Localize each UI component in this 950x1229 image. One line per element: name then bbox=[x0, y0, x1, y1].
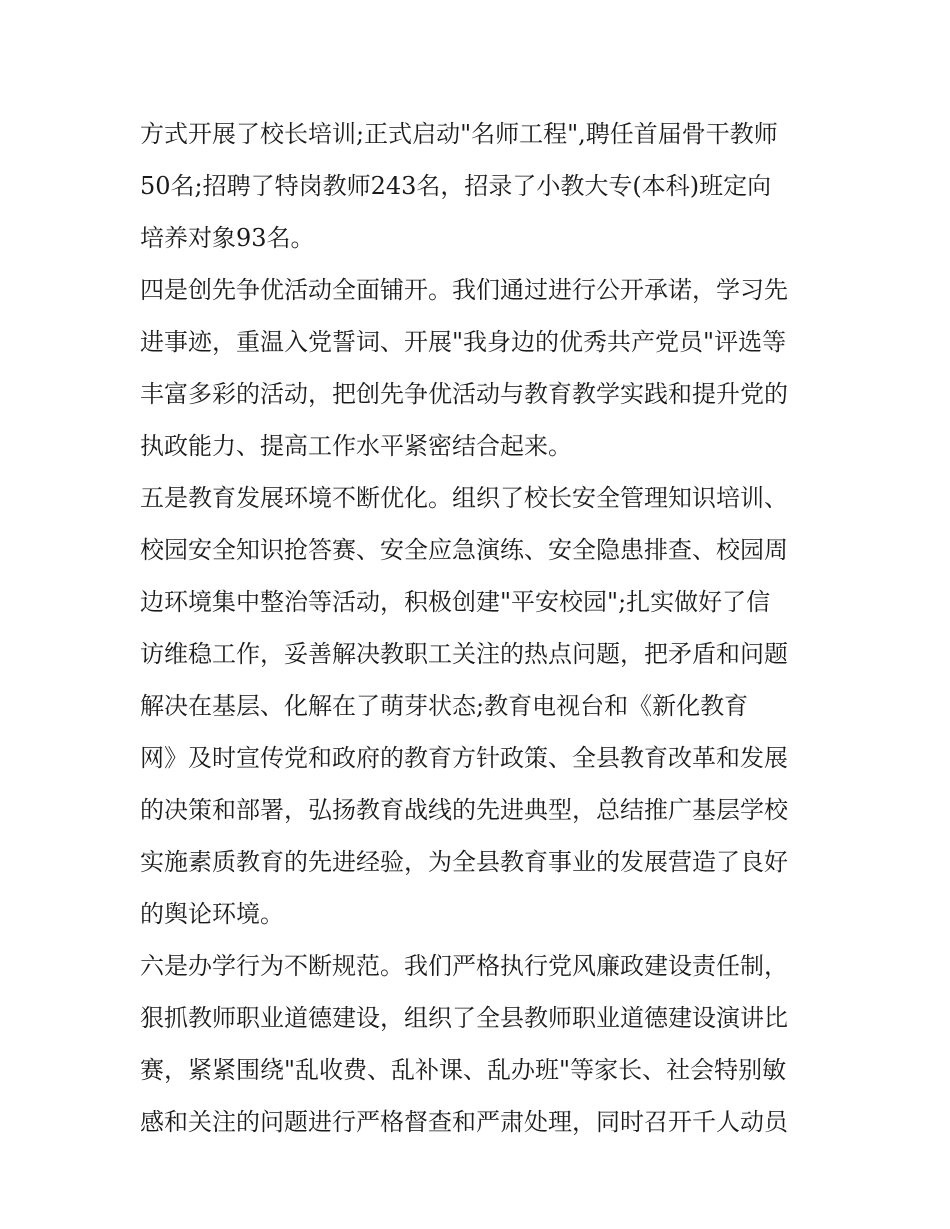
text-line: 赛，紧紧围绕"乱收费、乱补课、乱办班"等家长、社会特别敏 bbox=[140, 1056, 787, 1084]
text-line: 丰富多彩的活动，把创先争优活动与教育教学实践和提升党的 bbox=[140, 380, 788, 408]
text-line: 狠抓教师职业道德建设，组织了全县教师职业道德建设演讲比 bbox=[140, 1004, 788, 1032]
text-line: 四是创先争优活动全面铺开。我们通过进行公开承诺，学习先 bbox=[140, 276, 788, 304]
text-line: 实施素质教育的先进经验，为全县教育事业的发展营造了良好 bbox=[140, 848, 788, 876]
text-line: 的舆论环境。 bbox=[140, 900, 284, 928]
text-line: 50名;招聘了特岗教师243名，招录了小教大专(本科)班定向 bbox=[140, 172, 772, 200]
text-line: 校园安全知识抢答赛、安全应急演练、安全隐患排查、校园周 bbox=[140, 536, 788, 564]
text-line: 网》及时宣传党和政府的教育方针政策、全县教育改革和发展 bbox=[140, 744, 788, 772]
text-line: 进事迹，重温入党誓词、开展"我身边的优秀共产党员"评选等 bbox=[140, 328, 787, 356]
text-line: 五是教育发展环境不断优化。组织了校长安全管理知识培训、 bbox=[140, 484, 788, 512]
text-line: 执政能力、提高工作水平紧密结合起来。 bbox=[140, 432, 572, 460]
text-line: 方式开展了校长培训;正式启动"名师工程",聘任首届骨干教师 bbox=[140, 120, 778, 148]
text-line: 边环境集中整治等活动，积极创建"平安校园";扎实做好了信 bbox=[140, 588, 771, 616]
text-line: 访维稳工作，妥善解决教职工关注的热点问题，把矛盾和问题 bbox=[140, 640, 788, 668]
text-line: 六是办学行为不断规范。我们严格执行党风廉政建设责任制， bbox=[140, 952, 788, 980]
text-line: 培养对象93名。 bbox=[140, 224, 315, 252]
document-body bbox=[140, 108, 820, 1148]
text-line: 感和关注的问题进行严格督查和严肃处理，同时召开千人动员 bbox=[140, 1108, 788, 1136]
text-line: 的决策和部署，弘扬教育战线的先进典型，总结推广基层学校 bbox=[140, 796, 788, 824]
text-line: 解决在基层、化解在了萌芽状态;教育电视台和《新化教育 bbox=[140, 692, 749, 720]
